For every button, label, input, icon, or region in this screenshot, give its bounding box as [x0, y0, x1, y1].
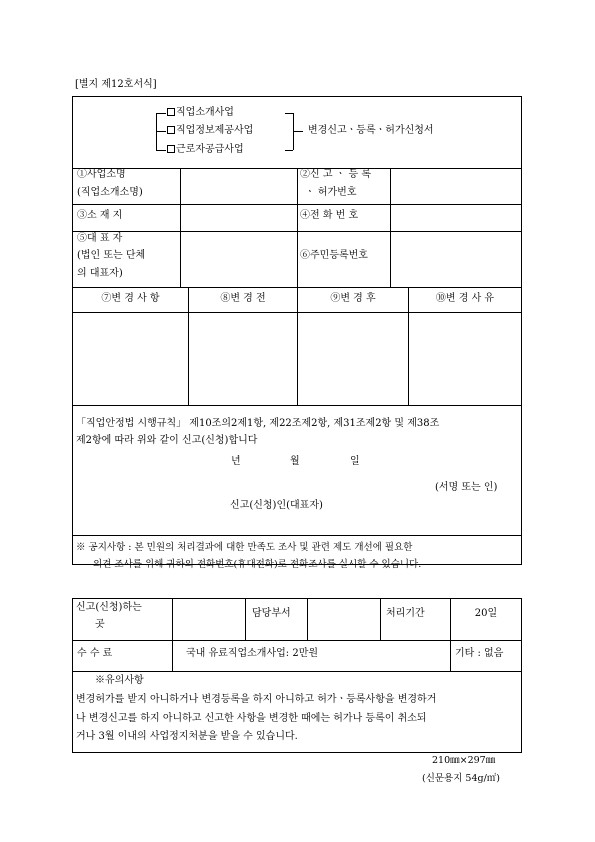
change-item-field[interactable]: [73, 313, 187, 404]
option-job-info[interactable]: 직업정보제공사업: [167, 125, 253, 138]
business-name-label: ①사업소명: [77, 169, 126, 180]
date-year-label: 년: [231, 456, 241, 467]
option-job-placement[interactable]: 직업소개사업: [167, 107, 234, 120]
header-reason: ⑩변 경 사 유: [435, 293, 495, 304]
submit-to-sublabel: 곳: [95, 619, 105, 630]
fee-label: 수 수 료: [77, 648, 113, 659]
phone-field[interactable]: [391, 205, 521, 230]
resident-number-label: ⑥주민등록번호: [300, 250, 368, 261]
title-area: [72, 96, 522, 168]
representative-sublabel: (법인 또는 단체: [77, 250, 146, 261]
business-name-field[interactable]: [181, 169, 296, 203]
caution-line-1: 변경허가를 받지 아니하거나 변경등록을 하지 아니하고 허가ㆍ등록사항을 변경하거: [76, 694, 437, 705]
submit-to-field[interactable]: [173, 599, 244, 639]
applicant-label: 신고(신청)인(대표자): [230, 500, 323, 511]
caution-line-3: 거나 3월 이내의 사업정지처분을 받을 수 있습니다.: [76, 731, 298, 742]
submit-to-label: 신고(신청)하는: [76, 602, 142, 613]
before-field[interactable]: [189, 313, 296, 404]
header-after: ⑨변 경 후: [330, 293, 376, 304]
caution-title: ※유의사항: [95, 675, 144, 686]
caution-line-2: 나 변경신고를 하지 아니하고 신고한 사항을 변경한 때에는 허가나 등록이 취소되: [76, 713, 427, 724]
report-number-sublabel: ㆍ 허가번호: [305, 187, 357, 198]
checkbox-icon[interactable]: [167, 108, 175, 116]
form-title: 변경신고ㆍ등록ㆍ허가신청서: [308, 125, 434, 136]
dept-label: 담당부서: [252, 608, 291, 619]
paper-size: 210㎜×297㎜: [432, 755, 496, 766]
representative-sublabel-2: 의 대표자): [77, 268, 123, 279]
business-name-sublabel: (직업소개소명): [77, 187, 143, 198]
location-field[interactable]: [181, 205, 296, 230]
declaration-line-2: 제2항에 따라 위와 같이 신고(신청)합니다: [76, 435, 258, 446]
checkbox-icon[interactable]: [167, 145, 175, 153]
after-field[interactable]: [298, 313, 407, 404]
paper-type: (신문용지 54g/㎡): [422, 773, 501, 784]
location-label: ③소 재 지: [77, 210, 123, 221]
representative-label: ⑤대 표 자: [77, 233, 123, 244]
fee-other: 기타 : 없음: [455, 648, 504, 659]
phone-label: ④전 화 번 호: [300, 210, 359, 221]
option-worker-supply[interactable]: 근로자공급사업: [167, 144, 244, 157]
reason-field[interactable]: [409, 313, 521, 404]
report-number-field[interactable]: [391, 169, 521, 203]
declaration-line-1: 「직업안정법 시행규칙」 제10조의2제1항, 제22조제2항, 제31조제2항 및 제38조: [76, 418, 440, 429]
report-number-label: ②신 고 ㆍ 등 록: [300, 169, 372, 180]
date-day-label: 일: [350, 456, 360, 467]
notice-line-1: ※ 공지사항 : 본 민원의 처리결과에 대한 만족도 조사 및 관련 제도 개선에 필요한: [76, 542, 413, 553]
processing-period-label: 처리기간: [386, 608, 425, 619]
date-month-label: 월: [290, 456, 300, 467]
header-before: ⑧변 경 전: [220, 293, 266, 304]
resident-number-field[interactable]: [391, 232, 521, 286]
representative-field[interactable]: [181, 232, 296, 286]
fee-value: 국내 유료직업소개사업: 2만원: [186, 648, 319, 659]
form-label: [별지 제12호서식]: [75, 79, 157, 90]
dept-field[interactable]: [308, 599, 379, 639]
processing-period-value: 20일: [474, 608, 498, 619]
header-change-item: ⑦변 경 사 항: [101, 293, 160, 304]
signature-label: (서명 또는 인): [435, 482, 498, 493]
checkbox-icon[interactable]: [167, 126, 175, 134]
notice-line-2: 의견 조사를 위해 귀하의 전화번호(휴대전화)로 전화조사를 실시할 수 있습니다.: [93, 559, 422, 570]
